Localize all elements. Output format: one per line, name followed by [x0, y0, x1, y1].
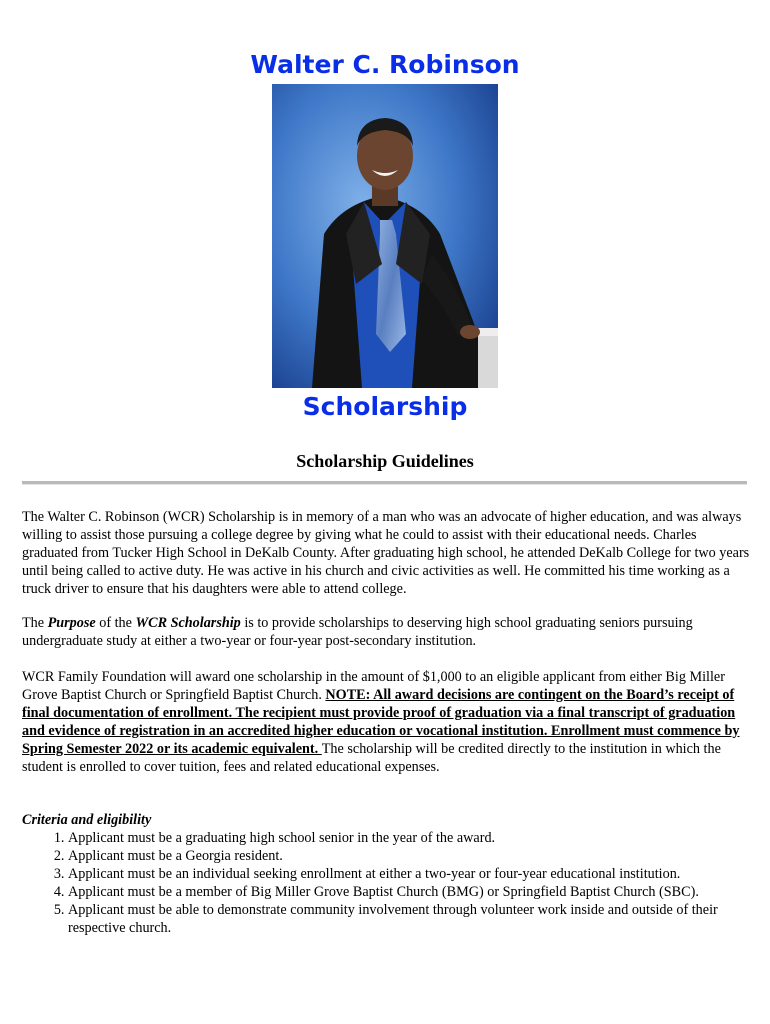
purpose-paragraph	[22, 614, 750, 650]
criteria-list	[22, 829, 750, 937]
award-paragraph	[22, 668, 750, 776]
award-note: NOTE: All award decisions are contingent on the Board’s receipt of final documentation of enrollment. The recipient must provide proof of graduation via a final transcript of graduation and evidence of registration in an accredited higher education or vocational institution. Enrollment must commence by Spring Semester 2022 or its academic equivalent.	[22, 687, 740, 757]
list-item: 2. Applicant must be a Georgia resident.	[68, 847, 750, 865]
award-text-1: WCR Family Foundation will award one scholarship in the amount of $1,000 to an eligible applicant from either Big Miller Grove Baptist Church or Springfield Baptist Church.	[22, 669, 725, 703]
criteria-heading: Criteria and eligibility	[22, 812, 152, 828]
list-item: 5. Applicant must be able to demonstrate community involvement through volunteer work inside and outside of their respective church.	[68, 901, 750, 937]
award-text-2: The scholarship will be credited directly to the institution in which the student is enrolled to cover tuition, fees and related educational expenses.	[22, 741, 721, 775]
intro-paragraph: The Walter C. Robinson (WCR) Scholarship is in memory of a man who was an advocate of higher education, and was always willing to assist those pursuing a college degree by giving what he could to assist with their educational needs. Charles graduated from Tucker High School in DeKalb County. After graduating high school, he attended DeKalb College for two years until being called to active duty. He was active in his church and civic activities as well. He committed his time working as a truck driver to ensure that his daughters were able to attend college.	[22, 509, 750, 597]
criteria-section	[22, 811, 750, 937]
wcr-scholarship-emphasis: WCR Scholarship	[135, 615, 241, 631]
scholarship-subtitle: Scholarship	[302, 392, 468, 421]
list-item: 4. Applicant must be a member of Big Miller Grove Baptist Church (BMG) or Springfield Baptist Church (SBC).	[68, 883, 750, 901]
purpose-text-2: of the	[95, 615, 136, 631]
horizontal-divider	[22, 481, 747, 485]
purpose-text-1: The	[22, 615, 48, 631]
purpose-text-3: is to provide scholarships to deserving high school graduating seniors pursuing undergraduate study at either a two-year or four-year post-secondary institution.	[22, 615, 693, 649]
list-item: 1. Applicant must be a graduating high school senior in the year of the award.	[68, 829, 750, 847]
list-item: 3. Applicant must be an individual seeking enrollment at either a two-year or four-year educational institution.	[68, 865, 750, 883]
document-title: Walter C. Robinson	[250, 50, 520, 79]
portrait-photo	[272, 84, 498, 388]
section-heading: Scholarship Guidelines	[296, 451, 474, 471]
purpose-emphasis: Purpose	[47, 615, 96, 631]
